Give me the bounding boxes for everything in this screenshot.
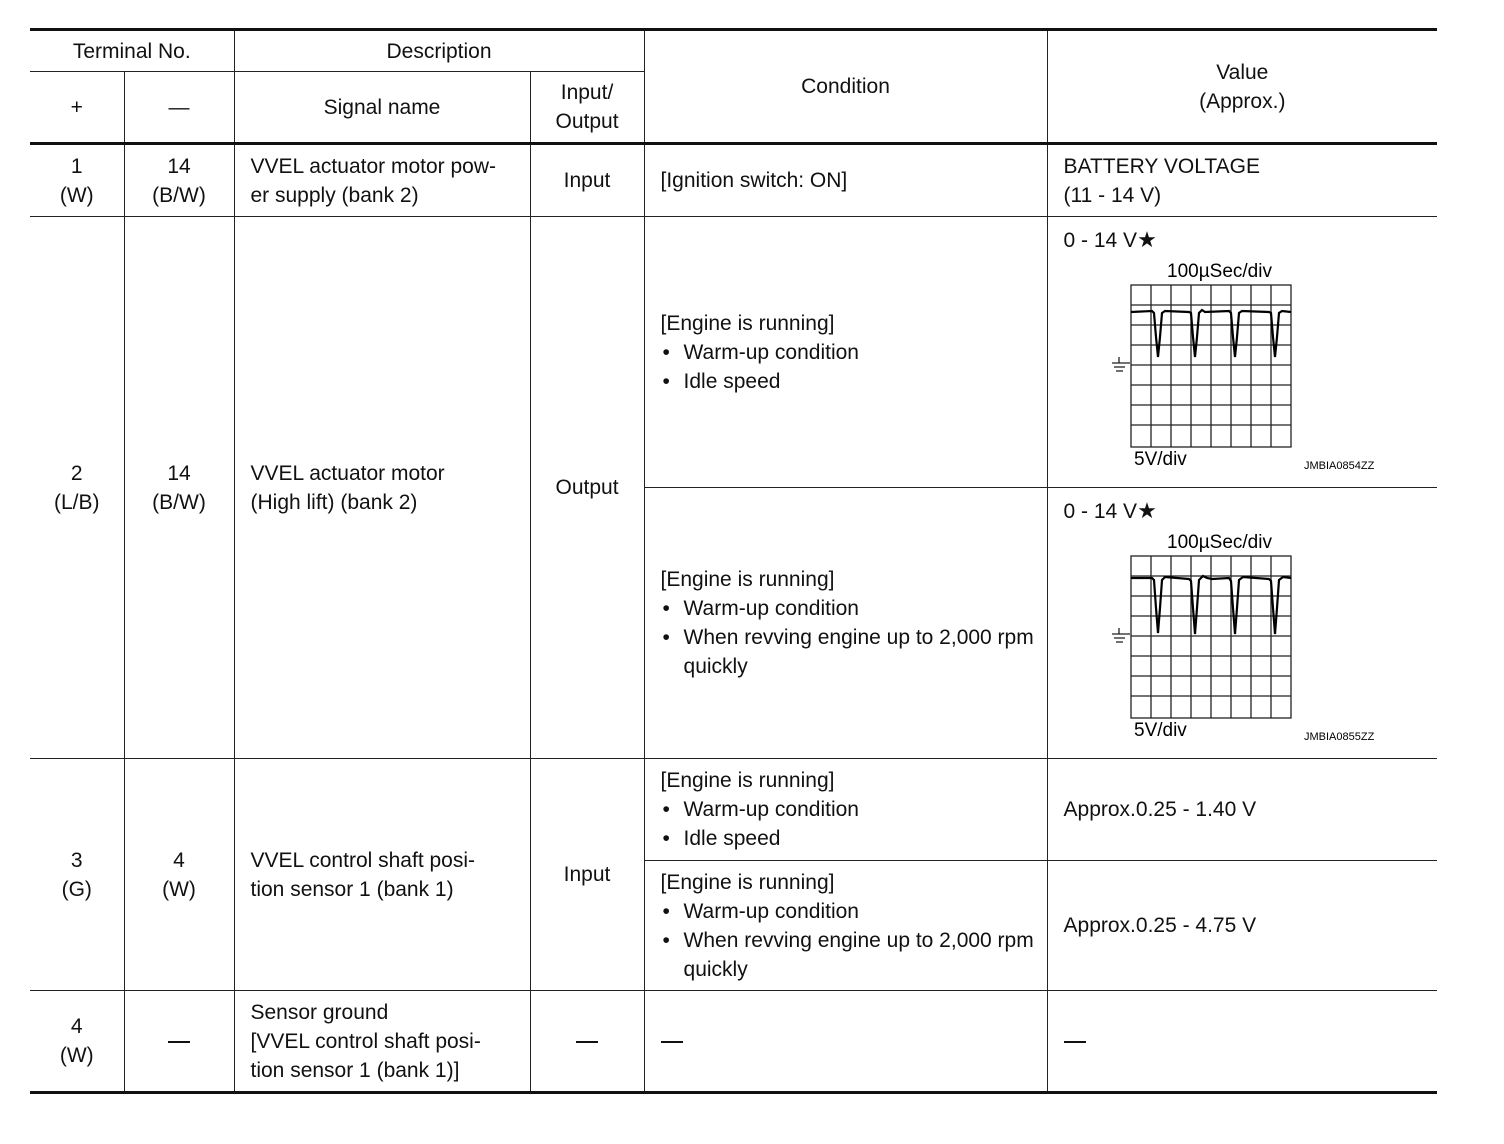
signal-name: Sensor ground [VVEL control shaft posi- tion sensor 1 (bank 1)] [234, 991, 530, 1093]
signal-name: VVEL actuator motor pow- er supply (bank 2) [234, 144, 530, 217]
terminal-minus: 14 (B/W) [124, 217, 234, 759]
header-minus: — [124, 72, 234, 144]
input-output [530, 991, 644, 1093]
input-output: Input [530, 144, 644, 217]
condition: [Engine is running] • Warm-up condition • Idle speed [644, 217, 1047, 488]
dash-mark [168, 1041, 190, 1044]
figure-id: JMBIA0855ZZ [1303, 731, 1374, 743]
list-item: • Warm-up condition [661, 594, 1039, 623]
volt-div-label: 5V/div [1133, 449, 1187, 470]
terminal-plus: 4 (W) [30, 991, 124, 1093]
header-value [1047, 30, 1437, 144]
scope-grid [1131, 285, 1291, 447]
condition-bullets [661, 594, 1039, 681]
header-condition: Condition [644, 30, 1047, 144]
header-terminal-no: Terminal No. [30, 30, 234, 72]
value: Approx.0.25 - 4.75 V [1047, 861, 1437, 991]
condition-bullets [661, 795, 1039, 853]
signal-name: VVEL actuator motor (High lift) (bank 2) [234, 217, 530, 759]
list-item: • Idle speed [661, 824, 1039, 853]
condition-bullets [661, 897, 1039, 984]
header-input-output: Input/ Output [530, 72, 644, 144]
oscilloscope-waveform [1064, 528, 1409, 746]
terminal-minus [124, 991, 234, 1093]
header-signal-name: Signal name [234, 72, 530, 144]
terminal-plus: 2 (L/B) [30, 217, 124, 759]
ground-symbol-icon [1112, 628, 1130, 642]
volt-div-label: 5V/div [1133, 720, 1187, 741]
list-item: • Idle speed [661, 367, 1039, 396]
star-icon: ★ [1137, 227, 1157, 252]
terminal-spec-table [30, 28, 1437, 1094]
condition [644, 991, 1047, 1093]
list-item: • When revving engine up to 2,000 rpm quickly [661, 926, 1039, 984]
value [1047, 217, 1437, 488]
oscilloscope-waveform [1064, 257, 1409, 475]
dash-mark [1064, 1041, 1086, 1044]
header-value-line1: Value [1216, 60, 1269, 84]
value [1047, 991, 1437, 1093]
list-item: • When revving engine up to 2,000 rpm quickly [661, 623, 1039, 681]
time-div-label: 100µSec/div [1166, 261, 1272, 282]
signal-name: VVEL control shaft posi- tion sensor 1 (bank 1) [234, 759, 530, 991]
ground-symbol-icon [1112, 357, 1130, 371]
list-item: • Warm-up condition [661, 338, 1039, 367]
terminal-plus: 1 (W) [30, 144, 124, 217]
figure-id: JMBIA0854ZZ [1303, 460, 1374, 472]
value: Approx.0.25 - 1.40 V [1047, 759, 1437, 861]
dash-mark [576, 1041, 598, 1044]
value [1047, 488, 1437, 759]
list-item: • Warm-up condition [661, 795, 1039, 824]
condition: [Ignition switch: ON] [644, 144, 1047, 217]
dash-mark [661, 1041, 683, 1044]
terminal-minus: 4 (W) [124, 759, 234, 991]
condition: [Engine is running] • Warm-up condition • Idle speed [644, 759, 1047, 861]
header-description: Description [234, 30, 644, 72]
value-text: 0 - 14 V [1063, 229, 1138, 252]
star-icon: ★ [1137, 498, 1157, 523]
table-row [30, 759, 1437, 861]
header-plus: + [30, 72, 124, 144]
condition: [Engine is running] • Warm-up condition • When revving engine up to 2,000 rpm quickly [644, 861, 1047, 991]
header-value-line2: (Approx.) [1199, 89, 1286, 113]
table-row [30, 217, 1437, 488]
condition-bullets [661, 338, 1039, 396]
list-item: • Warm-up condition [661, 897, 1039, 926]
input-output: Output [530, 217, 644, 759]
terminal-minus: 14 (B/W) [124, 144, 234, 217]
value: BATTERY VOLTAGE (11 - 14 V) [1047, 144, 1437, 217]
time-div-label: 100µSec/div [1166, 532, 1272, 553]
value-text: 0 - 14 V [1063, 500, 1138, 523]
terminal-plus: 3 (G) [30, 759, 124, 991]
input-output: Input [530, 759, 644, 991]
condition: [Engine is running] • Warm-up condition • When revving engine up to 2,000 rpm quickly [644, 488, 1047, 759]
table-row [30, 991, 1437, 1093]
table-row [30, 144, 1437, 217]
